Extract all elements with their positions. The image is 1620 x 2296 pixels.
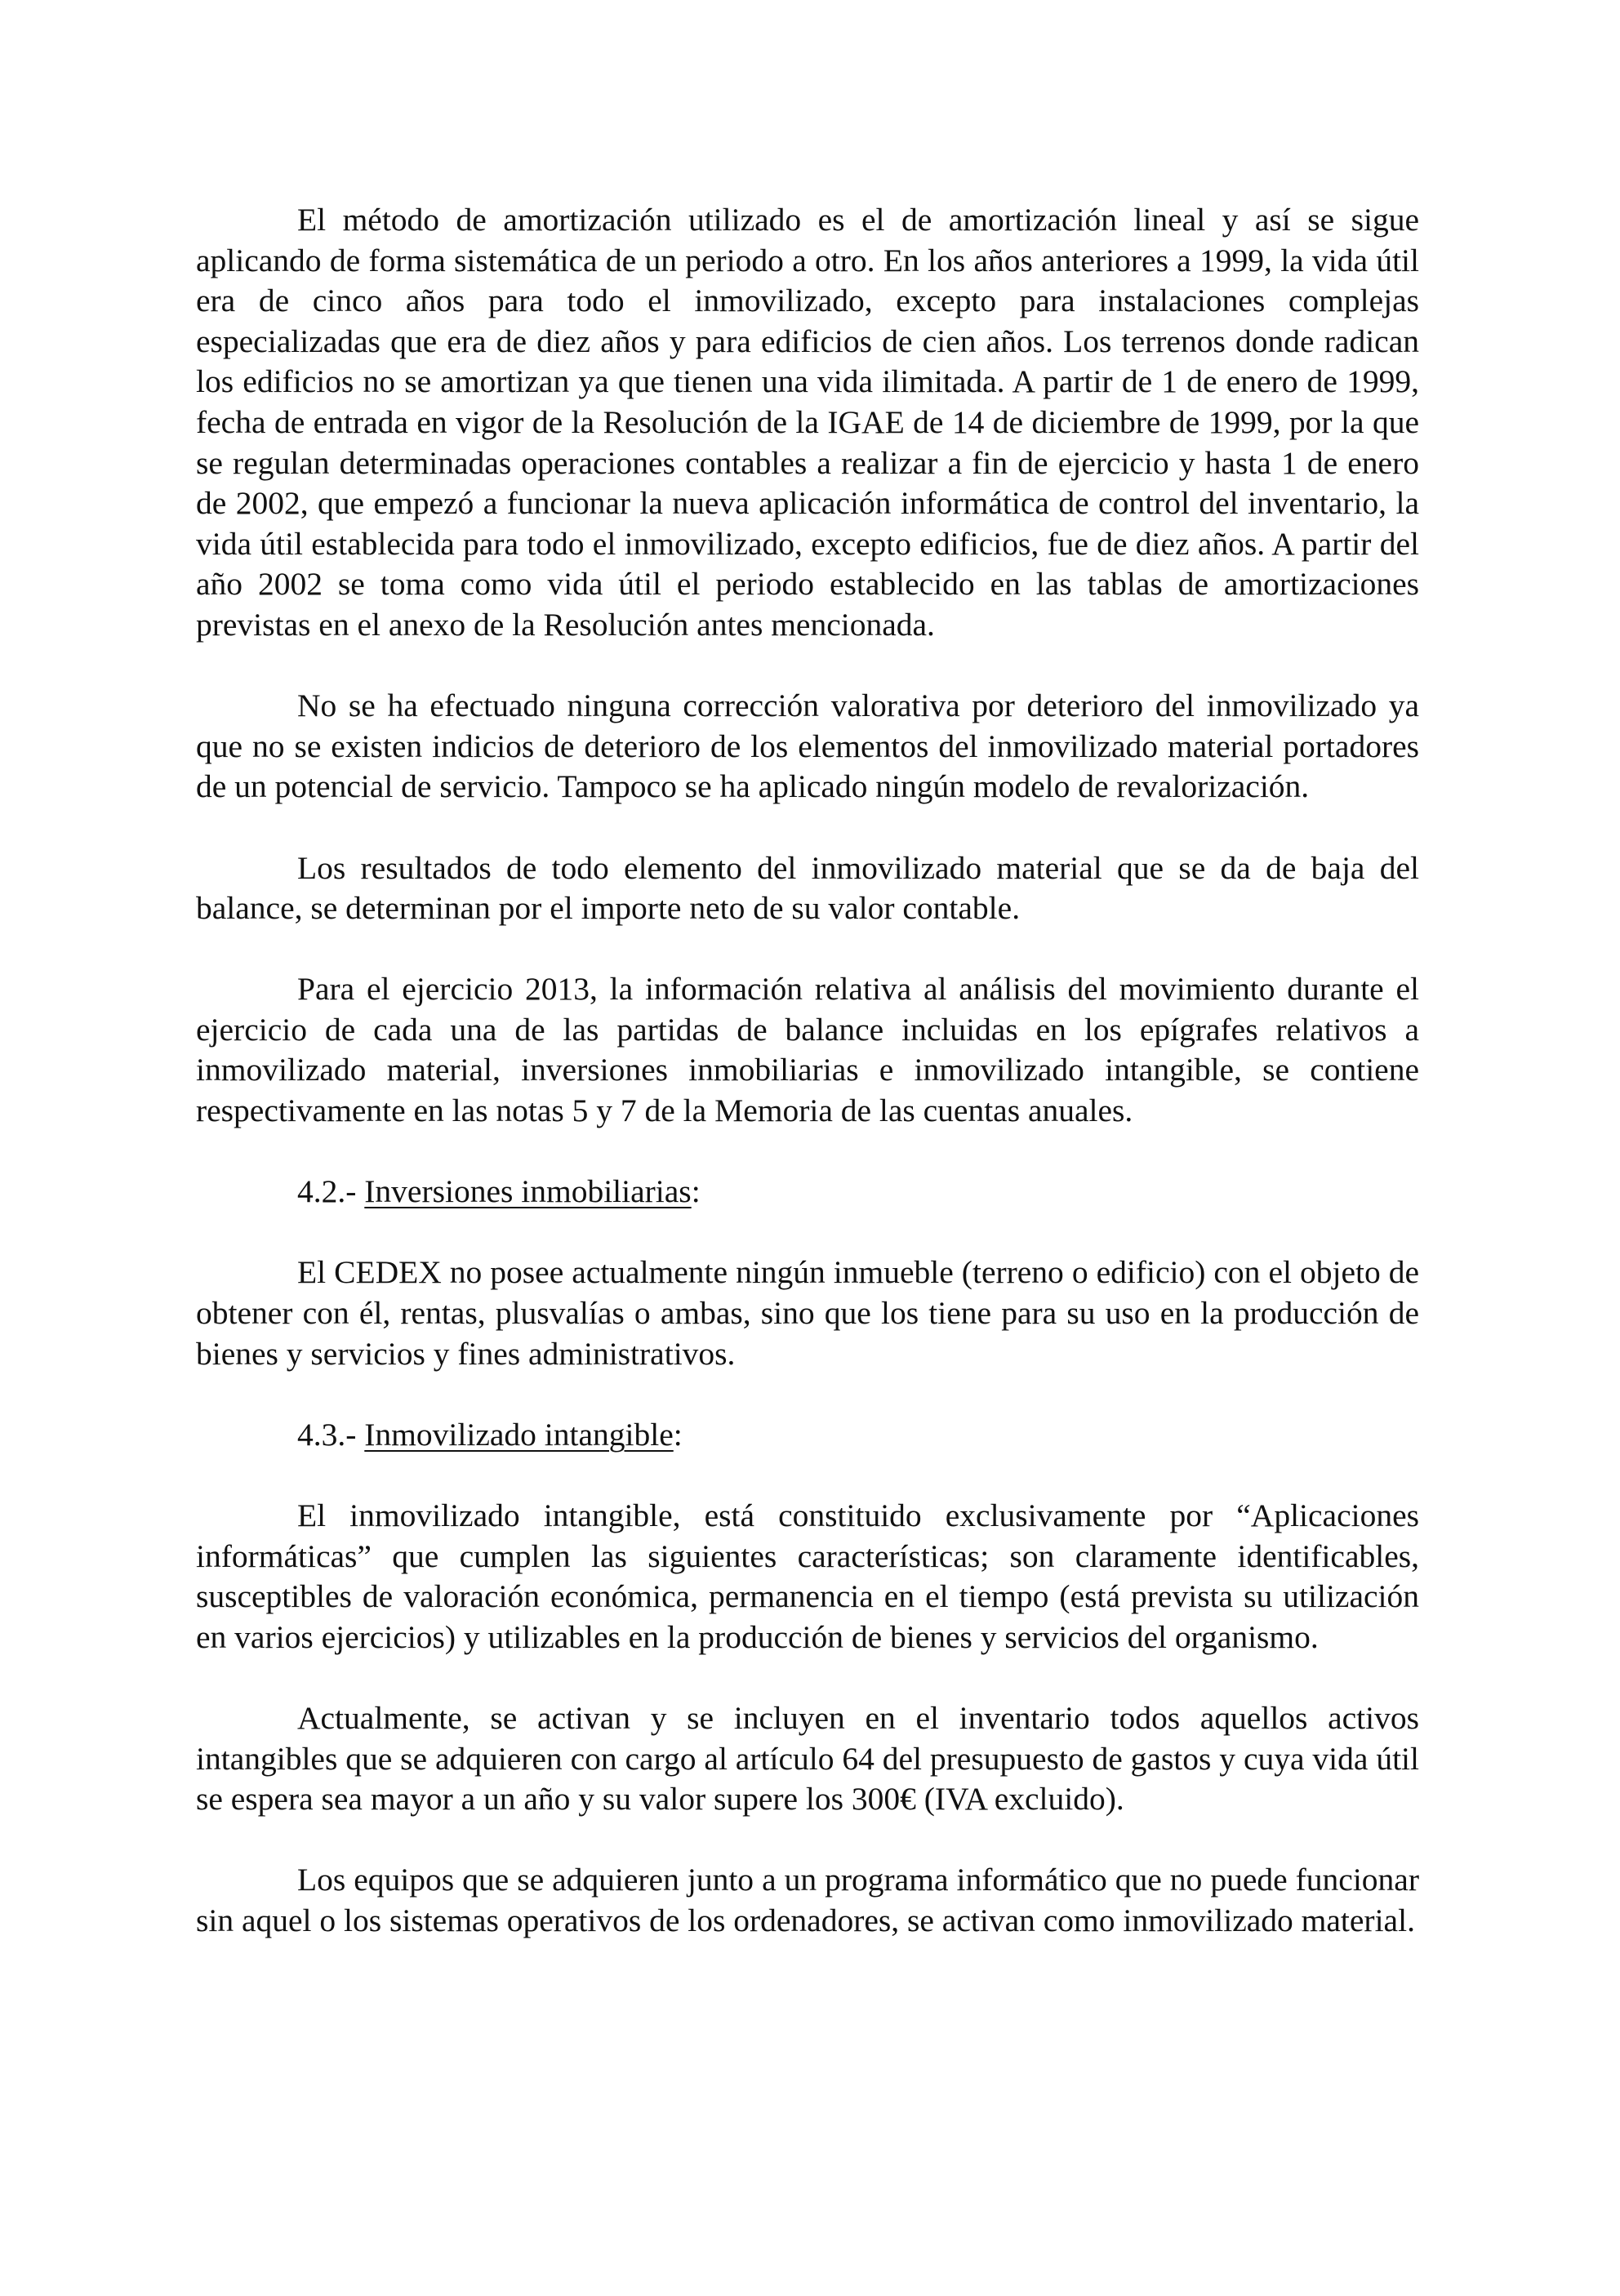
paragraph-intangible-activation: Actualmente, se activan y se incluyen en el inventario todos aquellos activos intangibles que se adquieren con cargo al artículo 64 del presupuesto de gastos y cuya vida útil se espera sea mayor a un año y su valor supere los 300€ (IVA excluido). <box>196 1699 1419 1818</box>
section-colon: : <box>673 1416 683 1453</box>
section-title: Inversiones inmobiliarias <box>364 1173 692 1210</box>
paragraph-disposal-results: Los resultados de todo elemento del inmovilizado material que se da de baja del balance, se determinan por el importe neto de su valor contable. <box>196 849 1419 927</box>
section-colon: : <box>691 1173 701 1210</box>
paragraph-amortization-method: El método de amortización utilizado es el de amortización lineal y así se sigue aplicando de forma sistemática de un periodo a otro. En los años anteriores a 1999, la vida útil era de cinco años para todo el inmovilizado, excepto para instalaciones complejas especializadas que era de diez años y para edificios de cien años. Los terrenos donde radican los edificios no se amortizan ya que tienen una vida ilimitada. A partir de 1 de enero de 1999, fecha de entrada en vigor de la Resolución de la IGAE de 14 de diciembre de 1999, por la que se regulan determinadas operaciones contables a realizar a fin de ejercicio y hasta 1 de enero de 2002, que empezó a funcionar la nueva aplicación informática de control del inventario, la vida útil establecida para todo el inmovilizado, excepto edificios, fue de diez años. A partir del año 2002 se toma como vida útil el periodo establecido en las tablas de amortizaciones previstas en el anexo de la Resolución antes mencionada. <box>196 202 1419 643</box>
paragraph-equipment-activation: Los equipos que se adquieren junto a un programa informático que no puede funcionar sin aquel o los sistemas operativos de los ordenadores, se activan como inmovilizado material. <box>196 1862 1419 1938</box>
document-page <box>196 200 1419 1982</box>
paragraph-impairment: No se ha efectuado ninguna corrección valorativa por deterioro del inmovilizado ya que no se existen indicios de deterioro de los elementos del inmovilizado material portadores de un potencial de servicio. Tampoco se ha aplicado ningún modelo de revalorización. <box>196 687 1419 805</box>
section-number: 4.2.- <box>297 1173 365 1210</box>
section-title: Inmovilizado intangible <box>364 1416 674 1453</box>
section-heading-4-2 <box>196 1172 1419 1213</box>
paragraph-fiscal-year-2013: Para el ejercicio 2013, la información relativa al análisis del movimiento durante el ejercicio de cada una de las partidas de balance incluidas en los epígrafes relativos a inmovilizado material, inversiones inmobiliarias e inmovilizado intangible, se contiene respectivamente en las notas 5 y 7 de la Memoria de las cuentas anuales. <box>196 971 1419 1129</box>
paragraph-real-estate-investments: El CEDEX no posee actualmente ningún inmueble (terreno o edificio) con el objeto de obtener con él, rentas, plusvalías o ambas, sino que los tiene para su uso en la producción de bienes y servicios y fines administrativos. <box>196 1254 1419 1372</box>
section-heading-4-3 <box>196 1415 1419 1456</box>
section-number: 4.3.- <box>297 1416 365 1453</box>
paragraph-intangible-definition: El inmovilizado intangible, está constituido exclusivamente por “Aplicaciones informáticas” que cumplen las siguientes características; son claramente identificables, susceptibles de valoración económica, permanencia en el tiempo (está prevista su utilización en varios ejercicios) y utilizables en la producción de bienes y servicios del organismo. <box>196 1497 1419 1655</box>
